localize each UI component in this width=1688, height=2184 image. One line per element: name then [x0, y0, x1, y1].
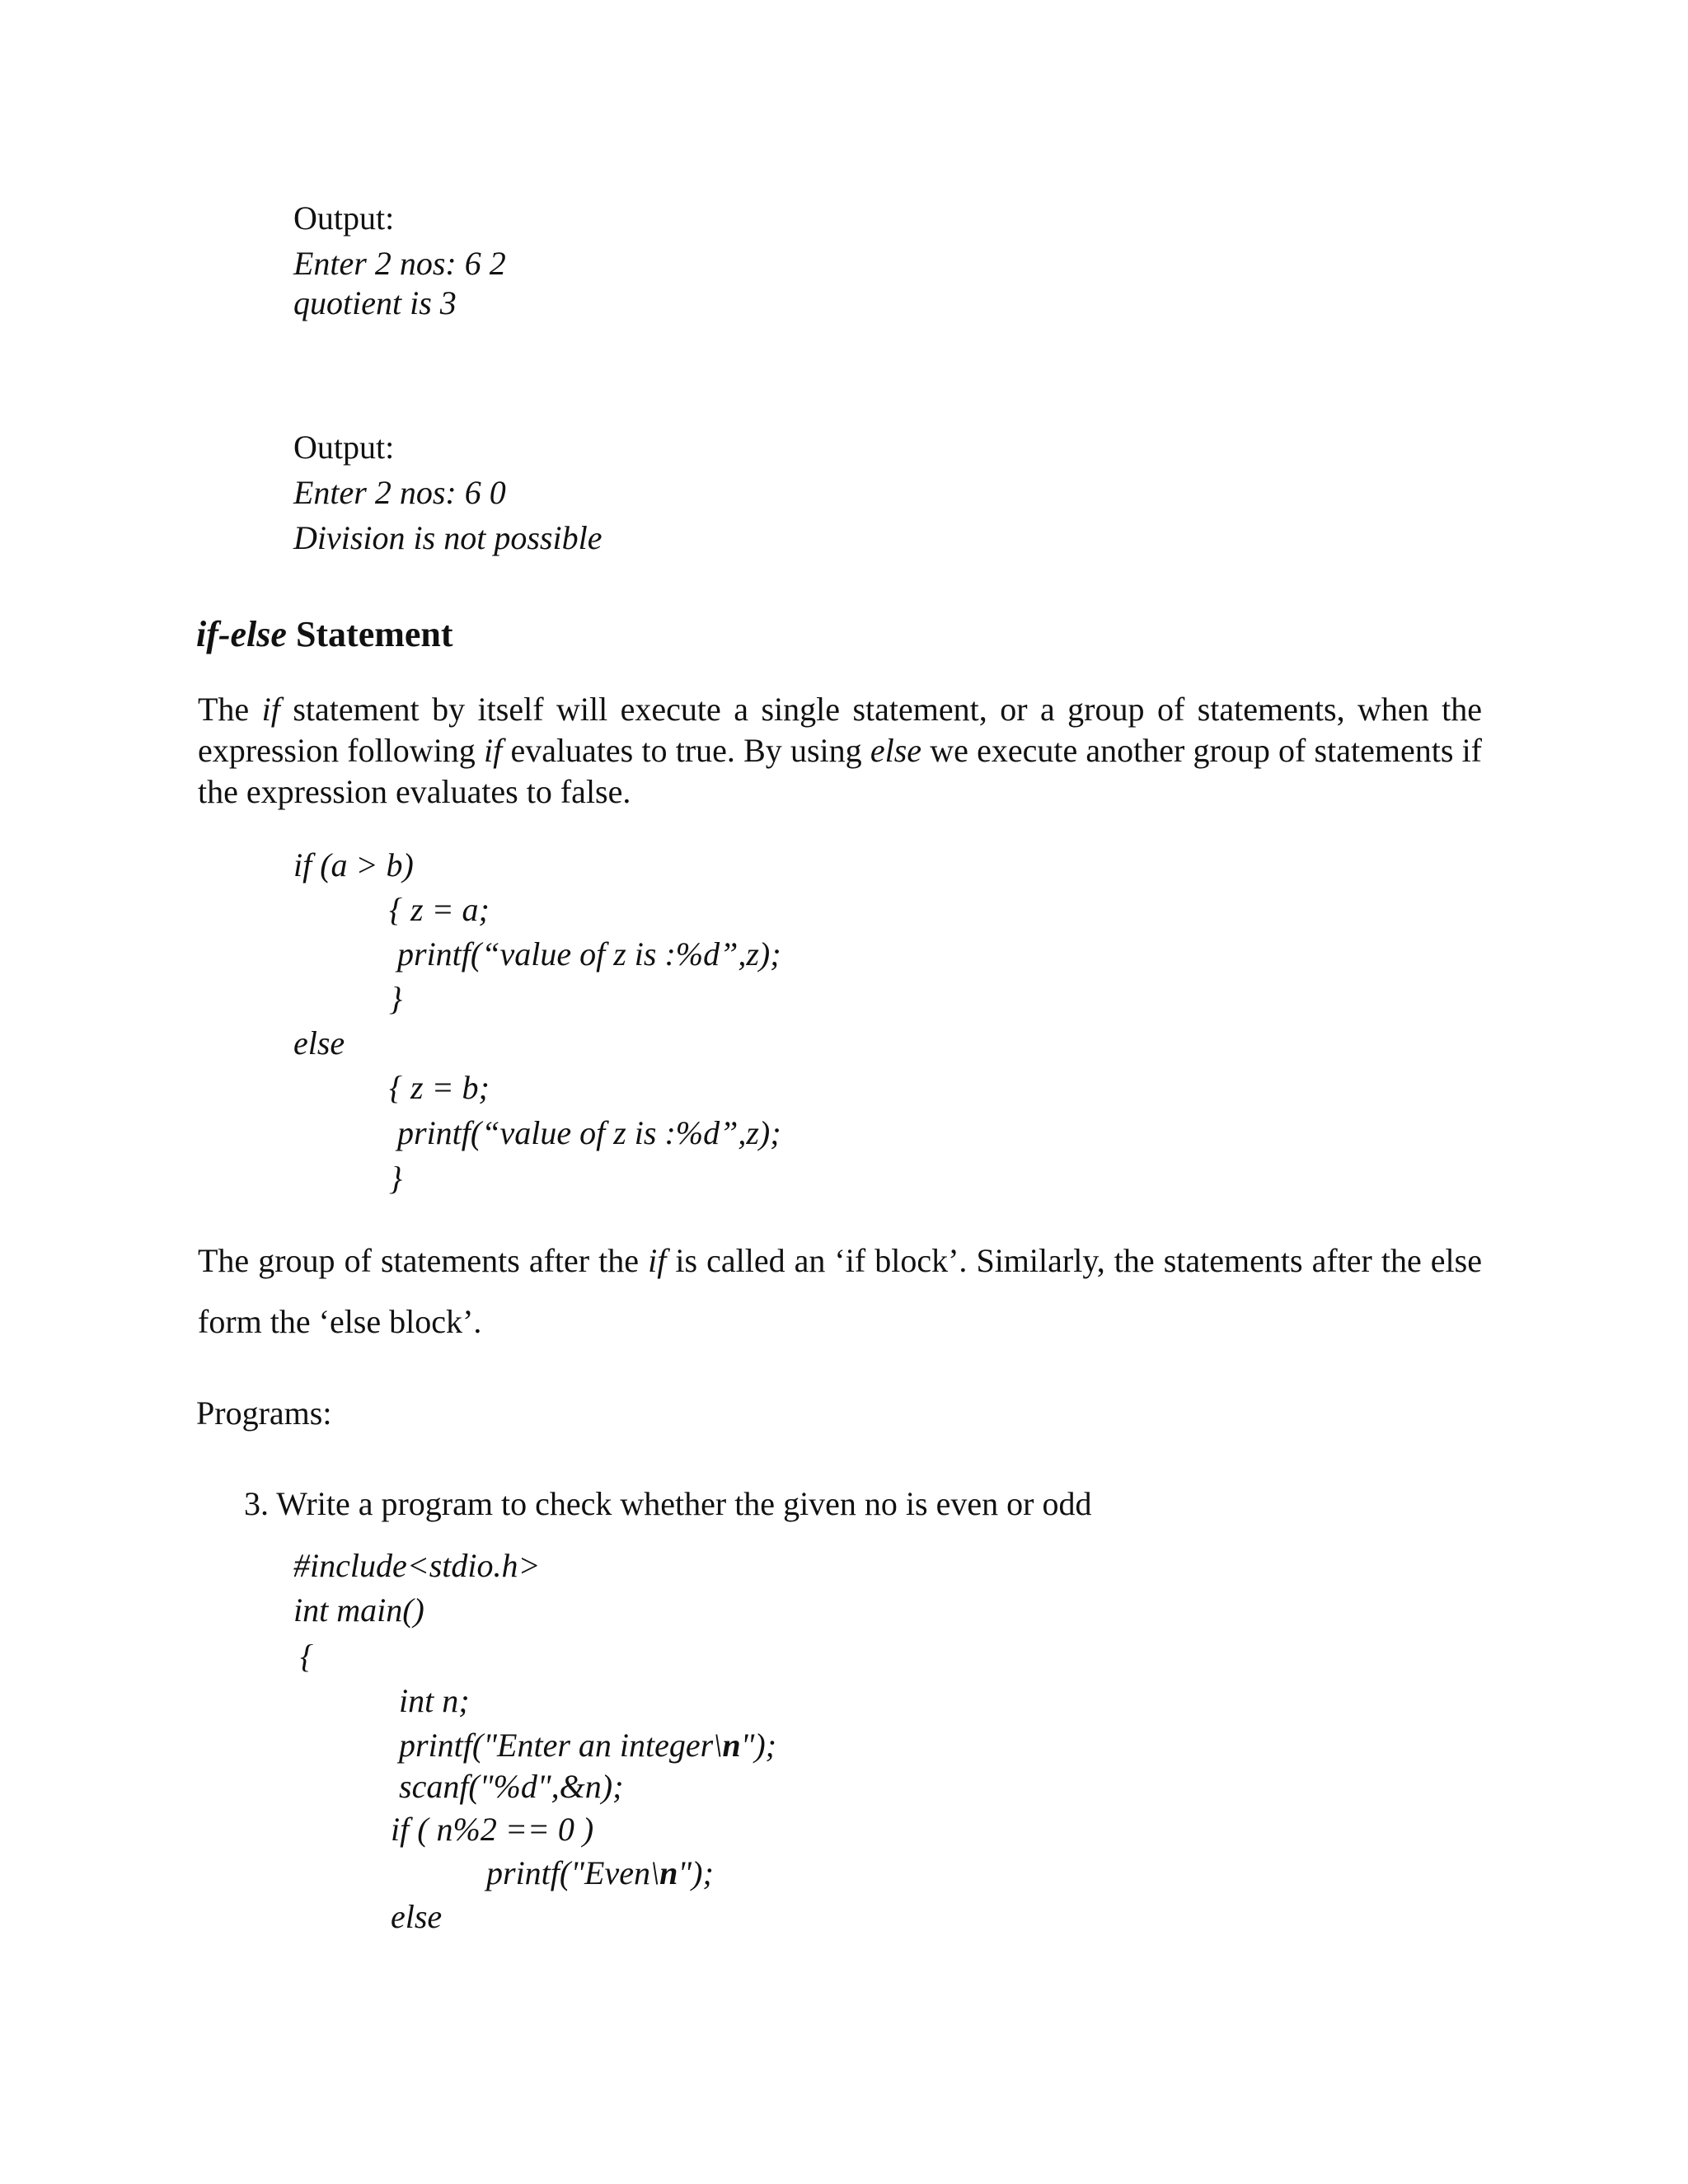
- block-paragraph: [198, 1230, 1482, 1352]
- intro-text-4: we execute another group of statements if the expression evaluates to false.: [198, 732, 1483, 810]
- program-code-line-3: {: [300, 1638, 313, 1675]
- block-if: if: [648, 1242, 667, 1279]
- intro-paragraph: [198, 689, 1482, 813]
- intro-text-3: evaluates to true. By using: [502, 732, 870, 769]
- example-code-line-7: printf(“value of z is :%d”,z);: [397, 1114, 781, 1151]
- heading-rest: Statement: [286, 614, 453, 654]
- program-code-line-2: int main(): [293, 1591, 424, 1629]
- printf-even-newline: n: [659, 1854, 678, 1891]
- output-line-2a: Enter 2 nos: 6 0: [293, 474, 506, 511]
- program-code-line-7: if ( n%2 == 0 ): [391, 1811, 594, 1848]
- printf-enter-end: ");: [740, 1727, 776, 1764]
- programs-label: Programs:: [196, 1394, 332, 1432]
- example-code-line-2: { z = a;: [389, 891, 490, 928]
- printf-even-end: ");: [678, 1854, 714, 1891]
- output-label-1: Output:: [293, 199, 395, 237]
- block-text-1: The group of statements after the: [198, 1242, 649, 1279]
- program-code-line-4: int n;: [399, 1682, 470, 1719]
- output-line-1b: quotient is 3: [293, 284, 457, 321]
- printf-enter-newline: n: [722, 1727, 741, 1764]
- block-text-2: is called an ‘if block’. Similarly, the statements after the else form the ‘else block’.: [198, 1242, 1482, 1340]
- example-code-line-6: { z = b;: [389, 1069, 490, 1106]
- example-code-line-4: }: [389, 980, 402, 1017]
- intro-else-1: else: [870, 732, 922, 769]
- example-code-line-1: if (a > b): [293, 846, 414, 883]
- printf-even-start: printf("Even\: [486, 1854, 660, 1891]
- example-code-line-3: printf(“value of z is :%d”,z);: [397, 935, 781, 972]
- example-code-line-8: }: [389, 1160, 402, 1197]
- intro-text-2: statement by itself will execute a single statement, or a group of statements, when the expression following: [198, 691, 1483, 769]
- section-heading: [196, 616, 453, 653]
- program-code-line-6: scanf("%d",&n);: [399, 1768, 624, 1805]
- program-code-line-9: else: [391, 1898, 443, 1935]
- output-line-1a: Enter 2 nos: 6 2: [293, 245, 506, 282]
- program-3-title: 3. Write a program to check whether the given no is even or odd: [244, 1485, 1092, 1522]
- intro-if-2: if: [484, 732, 503, 769]
- program-code-line-5: [399, 1729, 776, 1762]
- program-code-line-1: #include<stdio.h>: [293, 1547, 541, 1584]
- output-label-2: Output:: [293, 429, 395, 466]
- program-code-line-8: [486, 1854, 714, 1891]
- intro-if-1: if: [261, 691, 280, 728]
- intro-text-1: The: [198, 691, 262, 728]
- output-line-2b: Division is not possible: [293, 519, 603, 556]
- printf-enter-start: printf("Enter an integer\: [399, 1727, 723, 1764]
- heading-keyword: if-else: [196, 614, 287, 654]
- example-code-line-5: else: [293, 1024, 345, 1062]
